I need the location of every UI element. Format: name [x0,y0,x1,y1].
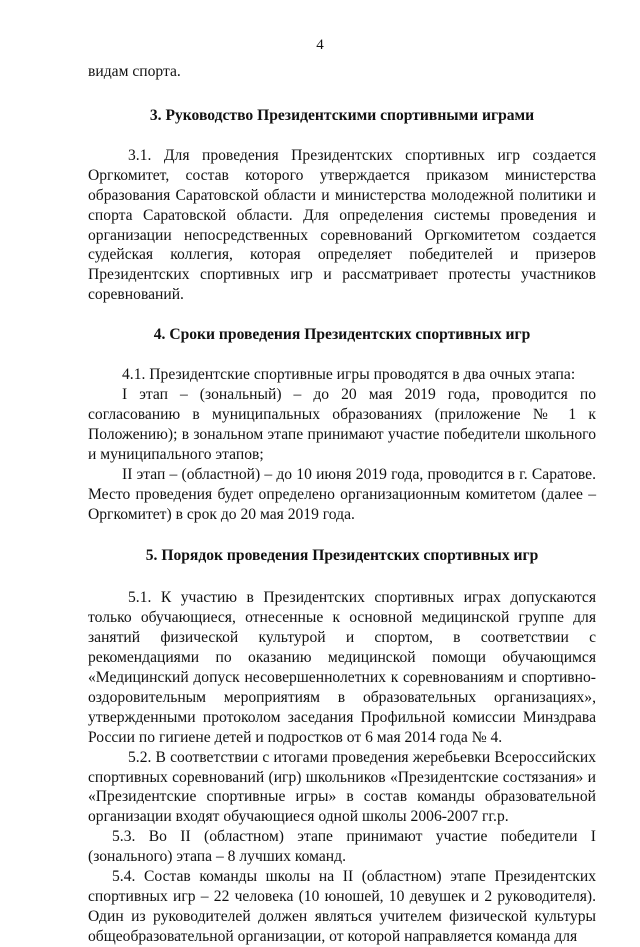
document-body [88,62,596,947]
section-4-heading: 4. Сроки проведения Президентских спортивных игр [153,326,531,344]
section-5-heading: 5. Порядок проведения Президентских спортивных игр [145,547,539,565]
section-4-paragraph-3: II этап – (областной) – до 10 июня 2019 года, проводится в г. Саратове. Место проведения будет определено организационным комитетом (далее – Оргкомитет) в срок до 20 мая 2019 года. [88,465,596,523]
carry-over-paragraph: видам спорта. [88,63,181,80]
section-3-heading: 3. Руководство Президентскими спортивными играми [149,106,535,124]
section-4-paragraph-1: 4.1. Президентские спортивные игры проводятся в два очных этапа: [122,366,576,384]
section-5-paragraph-1: 5.1. К участию в Президентских спортивных играх допускаются только обучающиеся, отнесенные к основной медицинской группе для занятий физической культурой и спортом, в соответствии с рекомендациями по оказанию медицинской помощи обучающимся «Медицинский допуск несовершеннолетних к соревнованиям и спортивно-оздоровительным мероприятиям в образовательных организациях», утвержденными протоколом заседания Профильной комиссии Минздрава России по гигиене детей и подростков от 6 мая 2014 года № 4. [88,589,596,746]
section-4-paragraph-2: I этап – (зональный) – до 20 мая 2019 года, проводится по согласованию в муниципальных образованиях (приложение № 1 к Положению); в зональном этапе принимают участие победители школьного и муниципального этапов; [88,386,596,463]
section-5-paragraph-4: 5.4. Состав команды школы на II (областном) этапе Президентских спортивных игр – 22 человека (10 юношей, 10 девушек и 2 руководителя). Один из руководителей должен являться учителем физической культуры общеобразовательной организации, от которой направляется команда для [88,868,596,945]
section-5-paragraph-2: 5.2. В соответствии с итогами проведения жеребьевки Всероссийских спортивных соревнований (игр) школьников «Президентские состязания» и «Президентские спортивные игры» в состав команды образовательной организации входят обучающиеся одной школы 2006-2007 гг.р. [88,748,596,826]
section-3-paragraph-1: 3.1. Для проведения Президентских спортивных игр создается Оргкомитет, состав которого утверждается приказом министерства образования Саратовской области и министерства молодежной политики и спорта Саратовской области. Для определения системы проведения и организации непосредственных соревнований Оргкомитетом создается судейская коллегия, которая определяет победителей и призеров Президентских спортивных игр и рассматривает протесты участников соревнований. [88,146,596,304]
section-5-paragraph-3: 5.3. Во II (областном) этапе принимают участие победители I (зонального) этапа – 8 лучших команд. [88,828,596,866]
page-number: 4 [316,37,324,53]
